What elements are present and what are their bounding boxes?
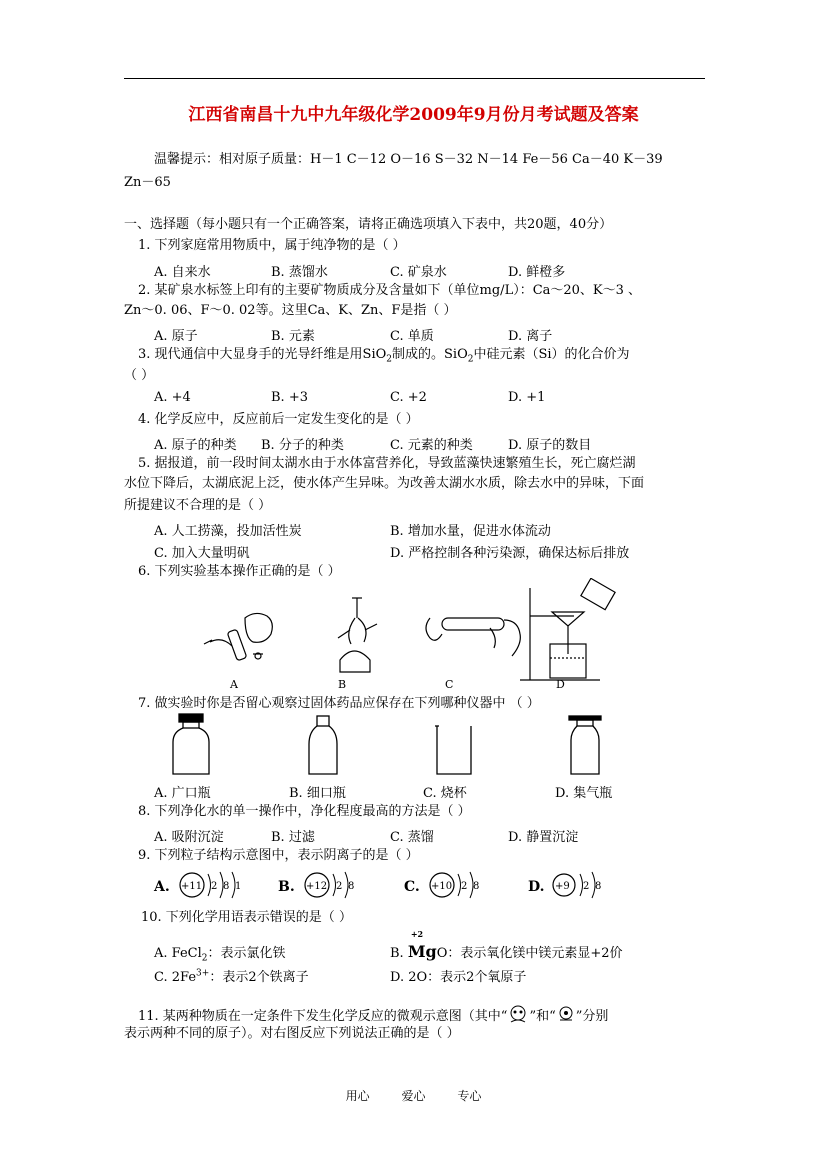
hint-line-2: Zn－65 <box>124 175 171 190</box>
q5-stem-3: 所提建议不合理的是（ ） <box>124 498 272 513</box>
q3-option-a: A. +4 <box>154 390 191 405</box>
atom-symbol-1-icon <box>507 1004 529 1026</box>
q6-figure-b <box>338 598 377 672</box>
q2-stem-1: 2. 某矿泉水标签上印有的主要矿物质成分及含量如下（单位mg/L）：Ca～20、K～3 、 <box>138 283 642 298</box>
svg-text:8: 8 <box>595 881 602 892</box>
footer-word-3: 专心 <box>457 1089 482 1103</box>
atom-symbol-2-icon <box>556 1004 576 1024</box>
svg-text:1: 1 <box>235 881 242 892</box>
q6-figure-d <box>520 578 615 680</box>
q2-stem-2: Zn～0. 06、F～0. 02等。这里Ca、K、Zn、F是指（ ） <box>124 303 457 318</box>
svg-text:D.: D. <box>528 879 545 895</box>
q2-option-d: D. 离子 <box>508 329 553 344</box>
q6-label-b: B <box>338 678 347 691</box>
q6-figure-c <box>426 618 520 656</box>
q8-option-c: C. 蒸馏 <box>390 830 434 845</box>
q7-option-a: A. 广口瓶 <box>154 786 211 801</box>
footer-word-2: 爱心 <box>401 1089 426 1103</box>
q4-stem: 4. 化学反应中，反应前后一定发生变化的是（ ） <box>138 412 419 427</box>
svg-text:8: 8 <box>348 881 355 892</box>
svg-text:2: 2 <box>461 881 468 892</box>
q7-beaker <box>435 726 471 774</box>
svg-text:C.: C. <box>404 879 420 895</box>
q10-option-c: C. $2Fe^{3+}$：表示2个铁离子 <box>154 968 309 985</box>
q7-narrow-mouth-bottle <box>309 716 337 774</box>
q7-option-c: C. 烧杯 <box>423 786 467 801</box>
q5-stem-1: 5. 据报道，前一段时间太湖水由于水体富营养化，导致蓝藻快速繁殖生长，死亡腐烂湖 <box>138 456 636 471</box>
q5-option-b: B. 增加水量，促进水体流动 <box>390 524 551 539</box>
q10-option-a: A. FeCl$_2$：表示氯化铁 <box>154 946 286 964</box>
q6-stem: 6. 下列实验基本操作正确的是（ ） <box>138 564 341 579</box>
q9-diagram-d <box>528 872 601 898</box>
svg-text:+10: +10 <box>431 881 453 892</box>
svg-text:+12: +12 <box>306 881 328 892</box>
q1-option-c: C. 矿泉水 <box>390 265 447 280</box>
q8-option-b: B. 过滤 <box>271 830 315 845</box>
footer-word-1: 用心 <box>345 1089 370 1103</box>
q5-option-c: C. 加入大量明矾 <box>154 546 250 561</box>
svg-text:B.: B. <box>278 879 295 895</box>
q8-option-a: A. 吸附沉淀 <box>154 830 224 845</box>
q2-option-c: C. 单质 <box>390 329 434 344</box>
q11-stem-2: 表示两种不同的原子）。对右图反应下列说法正确的是（ ） <box>124 1026 460 1041</box>
q4-option-c: C. 元素的种类 <box>390 438 473 453</box>
section-heading: 一、选择题（每小题只有一个正确答案，请将正确选项填入下表中，共20题，40分） <box>124 217 613 232</box>
q2-option-a: A. 原子 <box>154 329 198 344</box>
svg-text:8: 8 <box>473 881 480 892</box>
header-rule <box>124 78 705 79</box>
q4-option-b: B. 分子的种类 <box>261 438 344 453</box>
q9-diagram-c <box>404 872 479 898</box>
svg-text:2: 2 <box>583 881 590 892</box>
q6-label-c: C <box>445 678 454 691</box>
svg-text:+11: +11 <box>181 881 203 892</box>
q5-stem-2: 水位下降后，太湖底泥上泛，使水体产生异味。为改善太湖水水质，除去水中的异味，下面 <box>124 476 645 491</box>
q10-option-b: B. +2 MgO：表示氧化镁中镁元素显+2价 <box>390 929 623 961</box>
q6-label-d: D <box>556 678 565 691</box>
q1-stem: 1. 下列家庭常用物质中，属于纯净物的是（ ） <box>138 238 406 253</box>
q7-containers-figure <box>165 712 615 778</box>
q10-option-d: D. 2O：表示2个氧原子 <box>390 970 527 985</box>
hint-line-1: 温馨提示：相对原子质量：H－1 C－12 O－16 S－32 N－14 Fe－56 Ca－40 K－39 <box>154 152 663 167</box>
q9-particle-diagrams <box>150 870 620 902</box>
q2-option-b: B. 元素 <box>271 329 315 344</box>
q7-stem: 7. 做实验时你是否留心观察过固体药品应保存在下列哪种仪器中 （ ） <box>138 696 540 711</box>
q3-option-b: B. +3 <box>271 390 308 405</box>
svg-text:2: 2 <box>211 881 218 892</box>
q6-figure-a <box>204 613 272 660</box>
svg-text:2: 2 <box>336 881 343 892</box>
q1-option-d: D. 鲜橙多 <box>508 265 566 280</box>
q3-option-d: D. +1 <box>508 390 546 405</box>
q7-option-d: D. 集气瓶 <box>555 786 613 801</box>
page-title: 江西省南昌十九中九年级化学2009年9月份月考试题及答案 <box>188 105 639 125</box>
q4-option-a: A. 原子的种类 <box>154 438 237 453</box>
q9-diagram-b <box>278 872 354 898</box>
q5-option-d: D. 严格控制各种污染源，确保达标后排放 <box>390 546 630 561</box>
q3-stem-2: （ ） <box>124 368 155 383</box>
q9-diagram-a <box>153 872 241 898</box>
q7-gas-jar <box>569 716 601 774</box>
q10-stem: 10. 下列化学用语表示错误的是（ ） <box>141 910 352 925</box>
q1-option-b: B. 蒸馏水 <box>271 265 328 280</box>
q5-option-a: A. 人工捞藻，投加活性炭 <box>154 524 302 539</box>
svg-text:8: 8 <box>223 881 230 892</box>
q11-stem-1: 11. 某两种物质在一定条件下发生化学反应的微观示意图（其中“ ”和“ ”分别 <box>138 1004 608 1026</box>
q3-option-c: C. +2 <box>390 390 427 405</box>
q1-option-a: A. 自来水 <box>154 265 211 280</box>
q8-stem: 8. 下列净化水的单一操作中，净化程度最高的方法是（ ） <box>138 804 471 819</box>
q7-wide-mouth-bottle <box>173 714 209 774</box>
q6-label-a: A <box>230 678 238 691</box>
svg-text:+9: +9 <box>555 881 570 892</box>
q9-stem: 9. 下列粒子结构示意图中，表示阴离子的是（ ） <box>138 848 419 863</box>
q6-lab-operations-figure <box>190 578 630 694</box>
q7-option-b: B. 细口瓶 <box>289 786 346 801</box>
q4-option-d: D. 原子的数目 <box>508 438 592 453</box>
svg-text:A.: A. <box>154 879 170 895</box>
q8-option-d: D. 静置沉淀 <box>508 830 579 845</box>
page-footer <box>0 1087 827 1104</box>
q3-stem-1: 3. 现代通信中大显身手的光导纤维是用SiO$_2$制成的。SiO$_2$中硅元素（Si）的化合价为 <box>138 347 630 365</box>
